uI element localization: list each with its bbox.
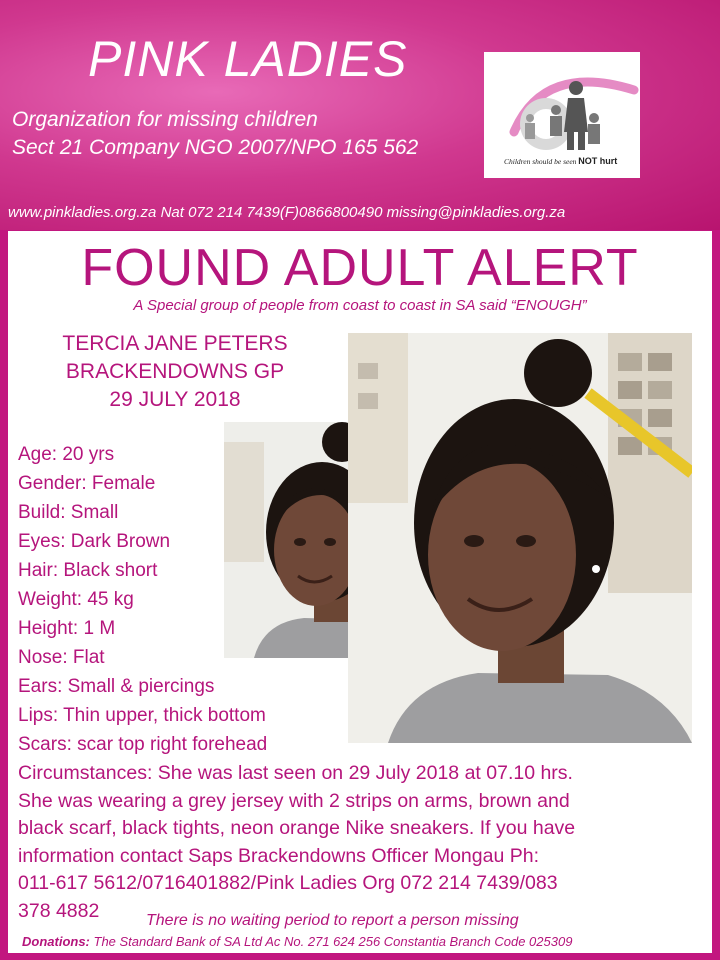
detail-weight: Weight: 45 kg — [18, 589, 134, 610]
logo-caption: Children should be seen NOT hurt — [504, 156, 618, 166]
detail-gender: Gender: Female — [18, 473, 156, 494]
org-subtitle — [12, 106, 418, 162]
alert-tagline: A Special group of people from coast to coast in SA said “ENOUGH” — [133, 297, 587, 314]
org-name: PINK LADIES — [88, 31, 408, 87]
no-waiting-notice: There is no waiting period to report a person missing — [146, 912, 519, 929]
detail-ears: Ears: Small & piercings — [18, 676, 215, 697]
circumstances-line: 011-617 5612/0716401882/Pink Ladies Org 072 214 7439/083 — [18, 872, 558, 894]
header-banner — [0, 0, 720, 230]
circumstances-line: information contact Saps Brackendowns Officer Mongau Ph: — [18, 844, 539, 867]
detail-scars: Scars: scar top right forehead — [18, 734, 268, 755]
detail-age: Age: 20 yrs — [18, 444, 115, 465]
person-location: BRACKENDOWNS GP — [65, 360, 285, 383]
org-subtitle-line2: Sect 21 Company NGO 2007/NPO 165 562 — [12, 136, 419, 159]
detail-nose: Nose: Flat — [18, 647, 105, 668]
detail-build: Build: Small — [18, 502, 119, 523]
donations-text: The Standard Bank of SA Ltd Ac No. 271 624 256 Constantia Branch Code 025309 — [89, 934, 573, 949]
detail-hair: Hair: Black short — [18, 560, 158, 581]
circumstances-text — [18, 760, 708, 925]
detail-lips: Lips: Thin upper, thick bottom — [18, 705, 266, 726]
detail-height: Height: 1 M — [18, 618, 116, 639]
org-logo — [484, 52, 640, 178]
alert-title: FOUND ADULT ALERT — [81, 239, 639, 297]
circumstances-line: Circumstances: She was last seen on 29 July 2018 at 07.10 hrs. — [18, 762, 573, 784]
person-name: TERCIA JANE PETERS — [62, 332, 288, 355]
detail-eyes: Eyes: Dark Brown — [18, 531, 171, 552]
person-header — [20, 330, 330, 414]
donations-label: Donations: — [22, 934, 90, 949]
person-date: 29 JULY 2018 — [109, 388, 241, 411]
contact-line: www.pinkladies.org.za Nat 072 214 7439(F)0866800490 missing@pinkladies.org.za — [8, 204, 566, 221]
circumstances-line: She was wearing a grey jersey with 2 strips on arms, brown and — [18, 789, 570, 812]
circumstances-line: black scarf, black tights, neon orange Nike sneakers. If you have — [18, 817, 576, 839]
donations-line — [22, 934, 572, 949]
org-subtitle-line1: Organization for missing children — [12, 108, 318, 131]
person-photo-large — [348, 333, 692, 743]
circumstances-line: 378 4882 — [18, 899, 100, 922]
